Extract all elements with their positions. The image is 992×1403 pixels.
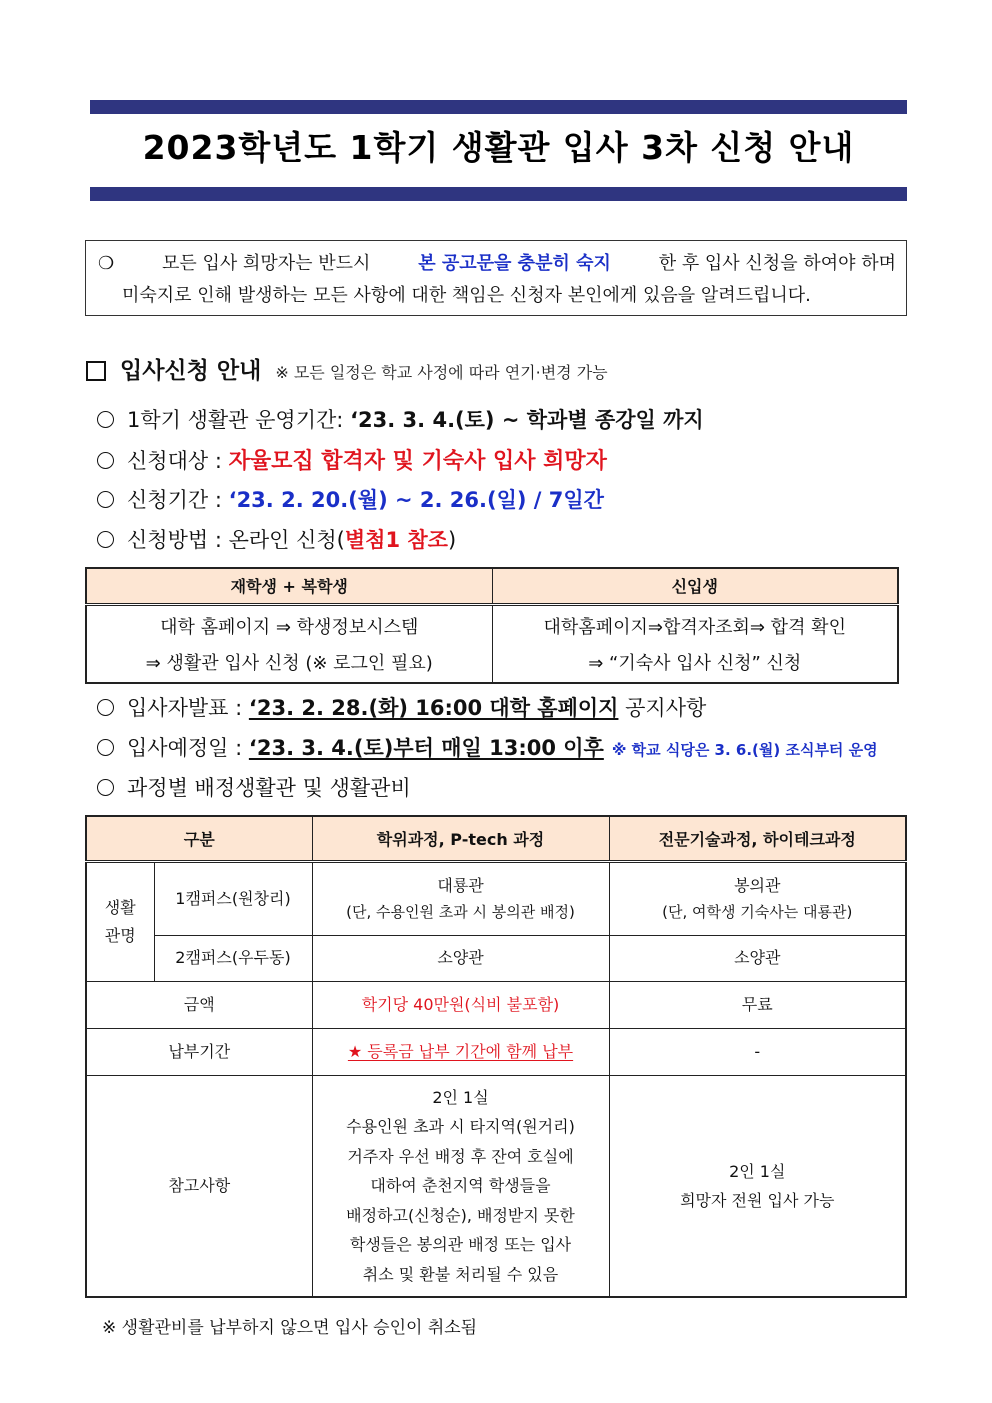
- ref-line: 희망자 전원 입사 가능: [680, 1190, 835, 1210]
- section-note: ※ 모든 일정은 학교 사정에 따라 연기·변경 가능: [275, 363, 608, 382]
- item-value: ‘23. 3. 4.(토)부터 매일 13:00 이후: [248, 736, 604, 760]
- ref-line: 2인 1실: [432, 1087, 489, 1107]
- apply-header-freshman: 신입생: [492, 568, 898, 604]
- item-value: ‘23. 3. 4.(토) ~ 학과별 종강일 까지: [350, 408, 704, 432]
- fee-degree: 학기당 40만원(식비 불포함): [312, 981, 609, 1028]
- circle-bullet-icon: [97, 779, 114, 796]
- ref-line: 대하여 춘천지역 학생들을: [370, 1176, 551, 1195]
- item-dorm: [97, 772, 411, 802]
- notice-bullet: ❍: [98, 253, 115, 274]
- campus2-tech: 소양관: [609, 935, 906, 981]
- ref-label: 참고사항: [86, 1075, 312, 1297]
- pay-degree: ★ 등록금 납부 기간에 함께 납부: [347, 1041, 574, 1061]
- item-label: 신청대상 :: [127, 449, 222, 473]
- title-bar-bottom: [90, 187, 907, 201]
- campus2-label: 2캠퍼스(우두동): [154, 935, 312, 981]
- circle-bullet-icon: [97, 699, 114, 716]
- pay-tech: -: [609, 1028, 906, 1075]
- campus2-degree: 소양관: [312, 935, 609, 981]
- item-value: 자율모집 합격자 및 기숙사 입사 희망자: [228, 449, 607, 474]
- item-value: ‘23. 2. 28.(화) 16:00 대학 홈페이지: [248, 696, 619, 720]
- apply-cell: 대학홈페이지⇒합격자조회⇒ 합격 확인: [492, 604, 898, 646]
- section-title: 입사신청 안내: [120, 358, 262, 384]
- item-note: ※ 학교 식당은 3. 6.(월) 조식부터 운영: [611, 741, 878, 759]
- item-label: 입사자발표 :: [127, 696, 243, 720]
- campus1-tech: [609, 861, 906, 935]
- apply-method-table: [85, 567, 899, 684]
- dorm-header-degree: 학위과정, P-tech 과정: [312, 816, 609, 861]
- apply-header-current: 재학생 + 복학생: [86, 568, 492, 604]
- fee-label: 금액: [86, 981, 312, 1028]
- ref-tech: [609, 1075, 906, 1297]
- ref-line: 학생들은 봉의관 배정 또는 입사: [349, 1235, 572, 1254]
- dorm-header-tech: 전문기술과정, 하이테크과정: [609, 816, 906, 861]
- item-operation-period: [97, 404, 704, 434]
- dorm-name: 봉의관: [734, 875, 781, 895]
- apply-cell: 대학 홈페이지 ⇒ 학생정보시스템: [86, 604, 492, 646]
- circle-bullet-icon: [97, 411, 114, 428]
- fee-tech: 무료: [609, 981, 906, 1028]
- item-label: 1학기 생활관 운영기간:: [127, 408, 344, 432]
- apply-cell: ⇒ 생활관 입사 신청 (※ 로그인 필요): [86, 646, 492, 683]
- dorm-table: [85, 815, 907, 1298]
- dorm-name: 대룡관: [437, 875, 484, 895]
- section-heading: [86, 352, 608, 385]
- title-bar-top: [90, 100, 907, 114]
- pay-label: 납부기간: [86, 1028, 312, 1075]
- apply-cell: ⇒ “기숙사 입사 신청” 신청: [492, 646, 898, 683]
- item-label: 입사예정일 :: [127, 736, 243, 760]
- item-announce: [97, 692, 706, 722]
- pay-degree-cell: [312, 1028, 609, 1075]
- notice-box: [85, 240, 907, 316]
- item-checkin: [97, 732, 878, 762]
- notice-line-2: [98, 280, 896, 312]
- item-label: 신청기간 :: [127, 488, 222, 512]
- dorm-header-category: 구분: [86, 816, 312, 861]
- ref-line: 취소 및 환불 처리될 수 있음: [362, 1264, 559, 1284]
- item-label: 과정별 배정생활관 및 생활관비: [127, 776, 411, 800]
- item-tail: 공지사항: [625, 696, 707, 720]
- dorm-note: (단, 수용인원 초과 시 봉의관 배정): [346, 902, 575, 921]
- dorm-group-label: 생활 관명: [86, 861, 154, 981]
- notice-text-c: 한 후 입사 신청을 하여야 하며: [658, 253, 896, 274]
- circle-bullet-icon: [97, 491, 114, 508]
- item-close: ): [447, 528, 457, 552]
- footnote: ※ 생활관비를 납부하지 않으면 입사 승인이 취소됨: [102, 1318, 478, 1338]
- ref-line: 2인 1실: [729, 1161, 786, 1181]
- circle-bullet-icon: [97, 739, 114, 756]
- circle-bullet-icon: [97, 531, 114, 548]
- notice-text-a: 모든 입사 희망자는 반드시: [161, 253, 371, 274]
- ref-line: 배정하고(신청순), 배정받지 못한: [346, 1205, 575, 1225]
- checkbox-icon: [86, 361, 106, 381]
- notice-emphasis: 본 공고문을 충분히 숙지: [418, 253, 611, 274]
- item-apply-period: [97, 484, 604, 514]
- ref-line: 수용인원 초과 시 타지역(원거리): [346, 1117, 575, 1136]
- ref-degree: [312, 1075, 609, 1297]
- dorm-note: (단, 여학생 기숙사는 대룡관): [662, 902, 853, 921]
- notice-text-line2: 미숙지로 인해 발생하는 모든 사항에 대한 책임은 신청자 본인에게 있음을 알려드립니다.: [122, 285, 811, 306]
- item-target: [97, 444, 607, 475]
- circle-bullet-icon: [97, 452, 114, 469]
- item-label: 신청방법 : 온라인 신청(: [127, 528, 345, 552]
- item-ref: 별첨1 참조: [344, 528, 448, 552]
- item-method: [97, 524, 456, 554]
- item-value: ‘23. 2. 20.(월) ~ 2. 26.(일) / 7일간: [228, 488, 604, 512]
- ref-line: 거주자 우선 배정 후 잔여 호실에: [347, 1146, 574, 1166]
- campus1-degree: [312, 861, 609, 935]
- campus1-label: 1캠퍼스(원창리): [154, 861, 312, 935]
- page-title: 2023학년도 1학기 생활관 입사 3차 신청 안내: [142, 128, 855, 167]
- notice-line-1: [98, 248, 896, 280]
